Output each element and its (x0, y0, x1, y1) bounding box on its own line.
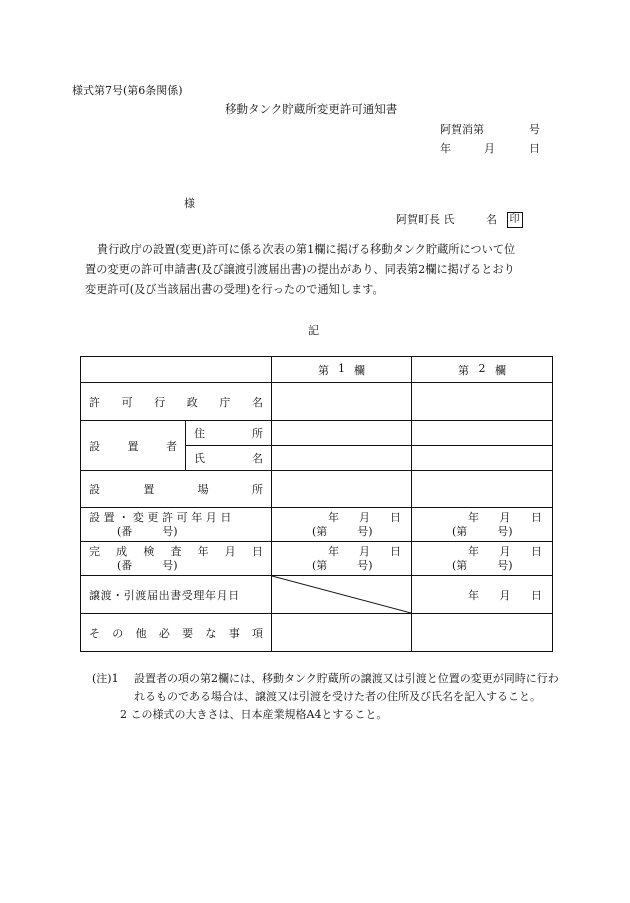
ki-heading: 記 (308, 324, 319, 337)
name-label (186, 446, 272, 471)
document-title: 移動タンク貯蔵所変更許可通知書 (225, 102, 398, 116)
other-label (81, 614, 272, 652)
address-col2 (412, 421, 553, 446)
permit-date-title: 設置・変更許可年月日 (89, 510, 235, 524)
label-char: 検 (143, 544, 155, 558)
other-col1 (272, 614, 412, 652)
reference-suffix: 号 (529, 123, 540, 136)
note-1-label: (注)1 (92, 672, 119, 685)
table-row (81, 383, 553, 421)
table-row (81, 421, 553, 446)
table-row (81, 576, 553, 614)
cell-month: 月 (359, 510, 370, 524)
addressee-honorific: 様 (184, 197, 195, 210)
form-number-label: 様式第7号(第6条関係) (72, 84, 183, 97)
cell-day: 日 (531, 544, 542, 558)
note-2: 2 この様式の大きさは、日本産業規格A4とすること。 (120, 708, 388, 721)
bango-close: 号) (162, 558, 178, 572)
table-row (81, 508, 553, 542)
label-char: 政 (186, 395, 198, 409)
name-col2 (412, 446, 553, 471)
table-row (81, 614, 553, 652)
label-char: 庁 (219, 395, 231, 409)
dai-open: (第 (452, 558, 468, 572)
label-char: 事 (228, 626, 240, 640)
label-char: 要 (182, 626, 194, 640)
cell-month: 月 (499, 510, 511, 524)
label-char: 他 (135, 626, 147, 640)
permit-date-label (81, 508, 272, 542)
label-char: 名 (252, 452, 263, 465)
transfer-date-col1-crossed (272, 576, 412, 614)
label-char: 日 (251, 544, 263, 558)
reference-number (440, 121, 540, 137)
label-char: 置 (143, 483, 155, 496)
bango-open: (番 (117, 524, 133, 538)
col1-header-char: 1 (338, 361, 345, 375)
location-label (81, 471, 272, 508)
body-line: 置の変更の許可申請書(及び譲渡引渡届出書)の提出があり、同表第2欄に掲げるとおり (85, 263, 515, 276)
permit-table (80, 356, 553, 652)
label-char: 可 (121, 395, 133, 409)
bango-close: 号) (162, 524, 178, 538)
cell-day: 日 (390, 510, 401, 524)
other-col2 (412, 614, 553, 652)
body-line: 変更許可(及び当該届出書の受理)を行ったので通知します。 (85, 283, 384, 296)
cell-year: 年 (468, 588, 479, 602)
label-char: 所 (251, 483, 263, 496)
cell-year: 年 (328, 544, 339, 558)
transfer-date-col2 (412, 576, 553, 614)
reference-prefix: 阿賀消第 (440, 123, 484, 136)
col1-header-char: 欄 (354, 363, 365, 377)
inspection-date-col2 (412, 542, 553, 576)
label-char: 年 (197, 544, 209, 558)
label-char: 置 (127, 439, 139, 453)
notes-section (92, 670, 562, 724)
seal-mark: 印 (507, 212, 523, 228)
cell-day: 日 (390, 544, 401, 558)
date-day: 日 (529, 142, 540, 155)
issuer-name-label: 名 (486, 213, 497, 226)
dai-open: (第 (312, 524, 328, 538)
cell-year: 年 (468, 510, 479, 524)
cell-year: 年 (328, 510, 339, 524)
address-col1 (272, 421, 412, 446)
col1-header (272, 357, 412, 383)
label-char: 許 (89, 395, 100, 409)
cell-day: 日 (531, 588, 542, 602)
bango-open: (番 (117, 558, 133, 572)
col2-header-char: 2 (478, 361, 486, 375)
location-col1 (272, 471, 412, 508)
permit-date-col1 (272, 508, 412, 542)
issuer-block (396, 211, 523, 229)
label-char: 氏 (194, 452, 205, 465)
cell-month: 月 (499, 588, 511, 602)
label-char: な (205, 626, 217, 640)
cell-day: 日 (531, 510, 542, 524)
label-char: 完 (89, 544, 100, 558)
label-char: 場 (197, 483, 209, 496)
authority-col1 (272, 383, 412, 421)
inspection-date-label (81, 542, 272, 576)
note-1-text: 設置者の項の第2欄には、移動タンク貯蔵所の譲渡又は引渡と位置の変更が同時に行われるものである場合は、譲渡又は引渡を受けた者の住所及び氏名を記入すること。 (134, 672, 559, 703)
col1-header-char: 第 (318, 363, 329, 377)
label-char: 査 (170, 544, 182, 558)
label-char: 者 (166, 439, 177, 453)
label-char: の (112, 626, 124, 640)
col2-header-char: 第 (458, 363, 469, 377)
label-char: 月 (224, 544, 236, 558)
label-char: 所 (252, 427, 263, 440)
authority-label (81, 383, 272, 421)
location-col2 (412, 471, 553, 508)
name-col1 (272, 446, 412, 471)
dai-close: 号) (497, 558, 513, 572)
dai-close: 号) (357, 524, 373, 538)
issuer-label: 阿賀町長 氏 (396, 213, 455, 226)
cell-month: 月 (359, 544, 370, 558)
table-row (81, 471, 553, 508)
dai-close: 号) (357, 558, 373, 572)
permit-date-col2 (412, 508, 553, 542)
date-month: 月 (484, 142, 495, 155)
date-year: 年 (440, 142, 451, 155)
cell-year: 年 (468, 544, 479, 558)
label-char: 項 (251, 626, 263, 640)
label-char: 成 (116, 544, 128, 558)
label-char: そ (89, 626, 100, 640)
address-label (186, 421, 272, 446)
dai-close: 号) (497, 524, 513, 538)
col2-header-char: 欄 (495, 363, 506, 377)
header-blank-cell (81, 357, 272, 383)
diagonal-strike-line (272, 576, 411, 613)
label-char: 名 (251, 395, 263, 409)
dai-open: (第 (312, 558, 328, 572)
label-char: 行 (154, 395, 166, 409)
label-char: 住 (194, 427, 205, 440)
cell-month: 月 (499, 544, 511, 558)
note-1 (92, 670, 562, 706)
table-row (81, 542, 553, 576)
dai-open: (第 (452, 524, 468, 538)
label-char: 必 (158, 626, 170, 640)
body-paragraph (85, 240, 555, 300)
authority-col2 (412, 383, 553, 421)
table-header-row (81, 357, 553, 383)
transfer-date-label: 譲渡・引渡届出書受理年月日 (81, 576, 272, 614)
label-char: 設 (89, 483, 100, 496)
body-line: 貴行政庁の設置(変更)許可に係る次表の第1欄に掲げる移動タンク貯蔵所について位 (97, 243, 516, 256)
label-char: 設 (89, 439, 100, 453)
col2-header (412, 357, 553, 383)
installer-label (81, 421, 186, 471)
inspection-date-col1 (272, 542, 412, 576)
